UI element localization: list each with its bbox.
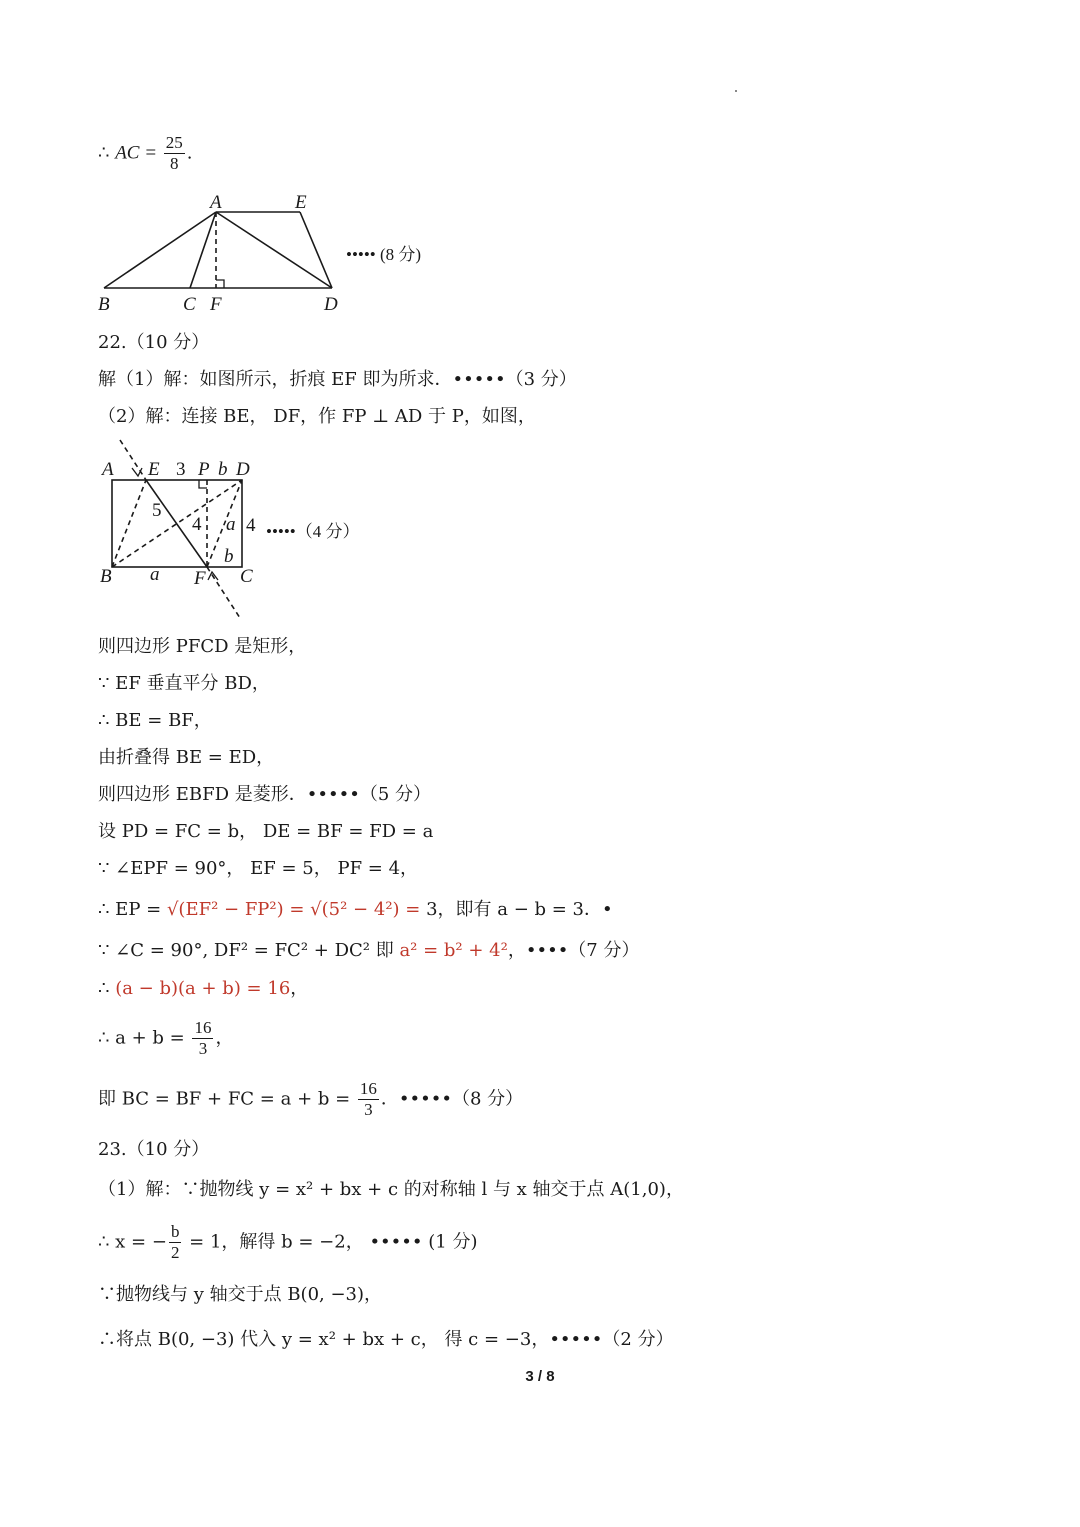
therefore-symbol: ∴	[98, 978, 116, 999]
fraction-numerator: 25	[165, 133, 183, 152]
label-3: 3	[176, 459, 186, 480]
q23-title: 23.（10 分）	[98, 1139, 210, 1160]
label-4-side: 4	[246, 515, 256, 536]
trapezoid-figure	[90, 188, 490, 318]
label-b: B	[100, 566, 112, 587]
fraction-denominator: 8	[170, 154, 179, 173]
score-8: ．•••••（8 分）	[380, 1088, 524, 1110]
segment-be	[112, 480, 146, 567]
segment-ac	[190, 212, 216, 288]
rectangle-fold-figure	[90, 438, 410, 623]
label-a-right: a	[226, 514, 236, 535]
score-4: •••••（4 分）	[266, 522, 360, 541]
angle-c-text: ∵ ∠C = 90°, DF² = FC² + DC² 即	[98, 940, 400, 961]
product-equation: (a − b)(a + b) = 16	[115, 978, 291, 999]
label-b-low: b	[224, 546, 234, 567]
q22-title: 22.（10 分）	[98, 332, 210, 353]
a-squared-equation: a² = b² + 4²	[399, 940, 508, 961]
line-rhombus: 则四边形 EBFD 是菱形．•••••（5 分）	[98, 784, 431, 805]
q23-axis-line	[98, 1222, 477, 1263]
solve-b-text: = 1，解得 b = −2， ••••• (1 分)	[183, 1231, 478, 1253]
label-a-bottom: a	[150, 564, 160, 585]
label-b: B	[98, 294, 110, 315]
q22-part2: （2）解：连接 BE， DF，作 FP ⊥ AD 于 P，如图，	[98, 406, 536, 427]
crease-extension-bottom	[207, 567, 240, 618]
comma: ，	[290, 978, 309, 999]
label-e: E	[295, 192, 307, 213]
fraction-numerator: 16	[194, 1018, 212, 1037]
fraction-denominator: 3	[198, 1039, 208, 1058]
label-a: A	[210, 192, 222, 213]
label-d: D	[324, 294, 338, 315]
fraction-16-3	[358, 1079, 379, 1120]
ac-label: AC =	[115, 142, 162, 164]
ep-result: 3，即有 a − b = 3．•	[420, 899, 613, 920]
ac-result-line	[98, 133, 193, 174]
line-fold-be-ed: 由折叠得 BE = ED，	[98, 747, 275, 768]
fraction-denominator: 2	[170, 1243, 180, 1262]
line-ep-calc	[98, 898, 613, 922]
right-angle-mark	[199, 480, 207, 488]
ep-sqrt-expression: √(EF² − FP²) = √(5² − 4²) =	[166, 899, 421, 920]
label-c: C	[240, 566, 253, 587]
comma: ，	[215, 1027, 234, 1049]
label-f: F	[210, 294, 222, 315]
ep-prefix: ∴ EP =	[98, 899, 167, 920]
q23-part1: （1）解：∵抛物线 y = x² + bx + c 的对称轴 l 与 x 轴交于点 A(1,0)，	[98, 1179, 684, 1200]
label-5: 5	[152, 500, 162, 521]
label-4-inner: 4	[192, 514, 202, 535]
fraction-numerator: 16	[359, 1079, 377, 1098]
line-bc-result	[98, 1079, 523, 1120]
page-number: 3 / 8	[525, 1368, 555, 1385]
line-given-angles: ∵ ∠EPF = 90°， EF = 5， PF = 4，	[98, 858, 419, 879]
segment-ba	[104, 212, 216, 288]
label-a: A	[102, 459, 114, 480]
ac-fraction	[164, 133, 185, 174]
period: .	[186, 142, 193, 164]
label-b-top: b	[218, 459, 228, 480]
label-c: C	[183, 294, 196, 315]
fraction-numerator: b	[170, 1222, 180, 1241]
line-pythagoras-c	[98, 939, 640, 963]
line-product	[98, 977, 308, 1001]
line-a-plus-b	[98, 1018, 233, 1059]
label-p: P	[198, 459, 210, 480]
label-f: F	[194, 568, 206, 589]
line-ef-bisects-bd: ∵ EF 垂直平分 BD，	[98, 673, 270, 694]
arrow-head-top	[132, 468, 142, 476]
q23-point-b: ∵抛物线与 y 轴交于点 B(0, −3)，	[98, 1284, 383, 1305]
fraction-16-3	[192, 1018, 213, 1059]
label-d: D	[236, 459, 250, 480]
score-7: ，••••（7 分）	[507, 940, 640, 961]
a-plus-b-label: ∴ a + b =	[98, 1027, 191, 1049]
fraction-denominator: 3	[364, 1100, 373, 1119]
label-e: E	[148, 459, 160, 480]
q23-substitute: ∴将点 B(0, −3) 代入 y = x² + bx + c， 得 c = −3，•••••（2 分）	[98, 1329, 674, 1350]
therefore-symbol: ∴	[98, 142, 116, 164]
fraction-b-2	[169, 1222, 182, 1263]
score-8: ••••• (8 分)	[346, 245, 422, 264]
right-angle-mark	[216, 280, 224, 288]
line-pfcd-rectangle: 则四边形 PFCD 是矩形，	[98, 636, 307, 657]
line-let-vars: 设 PD = FC = b， DE = BF = FD = a	[98, 821, 434, 842]
segment-ad	[216, 212, 332, 288]
crease-extension-top	[120, 440, 146, 480]
q22-part1: 解（1）解：如图所示，折痕 EF 即为所求．•••••（3 分）	[98, 369, 577, 390]
line-be-eq-bf: ∴ BE = BF，	[98, 710, 212, 731]
bc-label: 即 BC = BF + FC = a + b =	[98, 1088, 356, 1110]
scan-speck	[735, 90, 737, 92]
x-eq-label: ∴ x = −	[98, 1231, 167, 1253]
